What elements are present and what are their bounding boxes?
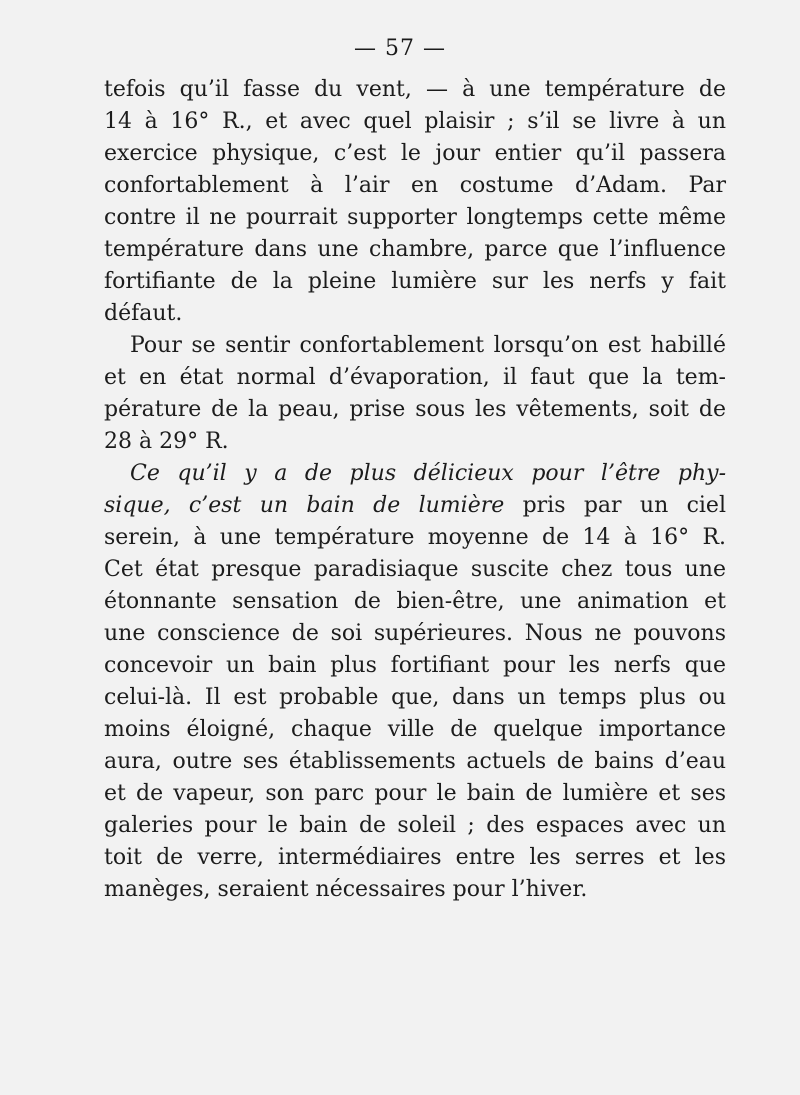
- text-line: [104, 586, 726, 618]
- line-text: aura, outre ses établissements actuels de bains d’eau: [104, 749, 726, 774]
- line-text: Pour se sentir confortablement lorsqu’on est habillé: [130, 333, 726, 358]
- line-text: moins éloigné, chaque ville de quelque importance: [104, 717, 726, 742]
- line-text: serein, à une température moyenne de 14 à 16° R.: [104, 525, 726, 550]
- line-text: tefois qu’il fasse du vent, — à une température de: [104, 77, 726, 102]
- text-line: [104, 554, 726, 586]
- text-line: [104, 650, 726, 682]
- page-number: — 57 —: [354, 36, 446, 61]
- line-text: celui-là. Il est probable que, dans un temps plus ou: [104, 685, 726, 710]
- italic-text: sique, c’est un bain de lumière: [104, 493, 505, 518]
- line-text: 28 à 29° R.: [104, 429, 229, 454]
- text-line: [104, 458, 726, 490]
- line-text: confortablement à l’air en costume d’Adam. Par: [104, 173, 726, 198]
- text-line: [104, 362, 726, 394]
- text-line: [104, 522, 726, 554]
- text-line: [104, 170, 726, 202]
- text-line: [104, 74, 726, 106]
- text-line: [104, 426, 726, 458]
- italic-text: Ce qu’il y a de plus délicieux pour l’être phy-: [130, 461, 726, 486]
- line-text: pris par un ciel: [504, 493, 726, 518]
- line-text: et de vapeur, son parc pour le bain de lumière et ses: [104, 781, 726, 806]
- line-text: température dans une chambre, parce que l’influence: [104, 237, 726, 262]
- text-line: [104, 234, 726, 266]
- text-line: [104, 106, 726, 138]
- line-text: toit de verre, intermédiaires entre les serres et les: [104, 845, 726, 870]
- line-text: et en état normal d’évaporation, il faut que la tem-: [104, 365, 726, 390]
- text-line: [104, 298, 726, 330]
- text-line: [104, 330, 726, 362]
- line-text: Cet état presque paradisiaque suscite chez tous une: [104, 557, 726, 582]
- body-text: [104, 74, 726, 906]
- line-text: galeries pour le bain de soleil ; des espaces avec un: [104, 813, 726, 838]
- line-text: fortifiante de la pleine lumière sur les nerfs y fait: [104, 269, 726, 294]
- text-line: [104, 842, 726, 874]
- line-text: exercice physique, c’est le jour entier qu’il passera: [104, 141, 726, 166]
- text-line: [104, 714, 726, 746]
- line-text: contre il ne pourrait supporter longtemps cette même: [104, 205, 726, 230]
- text-line: [104, 778, 726, 810]
- text-line: [104, 810, 726, 842]
- text-line: [104, 266, 726, 298]
- line-text: défaut.: [104, 301, 183, 326]
- text-line: [104, 490, 726, 522]
- text-line: [104, 618, 726, 650]
- line-text: une conscience de soi supérieures. Nous ne pouvons: [104, 621, 726, 646]
- text-line: [104, 202, 726, 234]
- line-text: pérature de la peau, prise sous les vêtements, soit de: [104, 397, 726, 422]
- text-line: [104, 746, 726, 778]
- text-line: [104, 682, 726, 714]
- line-text: concevoir un bain plus fortifiant pour les nerfs que: [104, 653, 726, 678]
- text-line: [104, 138, 726, 170]
- line-text: 14 à 16° R., et avec quel plaisir ; s’il se livre à un: [104, 109, 726, 134]
- line-text: étonnante sensation de bien-être, une animation et: [104, 589, 726, 614]
- line-text: manèges, seraient nécessaires pour l’hiver.: [104, 877, 588, 902]
- text-line: [104, 874, 726, 906]
- text-line: [104, 394, 726, 426]
